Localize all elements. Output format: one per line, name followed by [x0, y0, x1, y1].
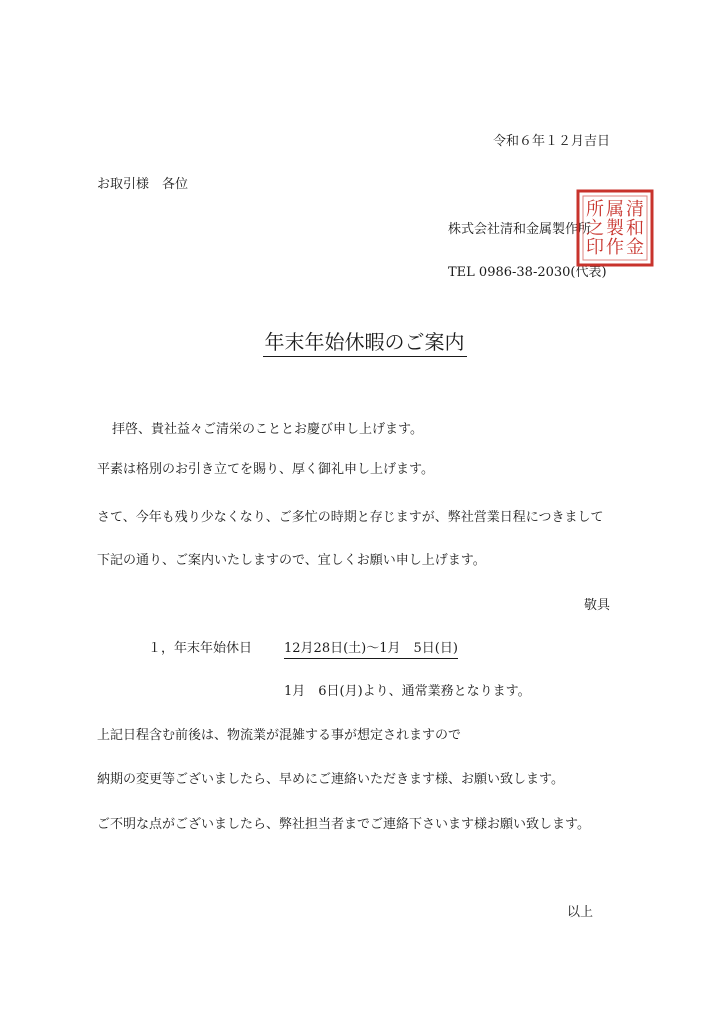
seal-glyph: 所: [586, 199, 604, 220]
holiday-period: 12月28日(土)～1月 5日(日): [284, 641, 458, 659]
seal-glyph: 印: [586, 237, 604, 258]
title-text: 年末年始休暇のご案内: [263, 329, 467, 357]
page-title: [0, 329, 723, 357]
company-name: 株式会社清和金属製作所: [448, 222, 592, 237]
resume-notice: 1月 6日(月)より、通常業務となります。: [284, 684, 531, 699]
document-date: 令和６年１２月吉日: [492, 134, 610, 149]
body-paragraph: 平素は格別のお引き立てを賜り、厚く御礼申し上げます。: [97, 462, 434, 477]
seal-glyph: 作: [606, 237, 624, 258]
seal-glyph: 金: [626, 237, 644, 258]
seal-glyph: 和: [626, 218, 644, 239]
company-seal-icon: [575, 188, 655, 268]
note-line: 納期の変更等ございましたら、早めにご連絡いただきます様、お願い致します。: [97, 772, 564, 787]
body-paragraph: さて、今年も残り少なくなり、ご多忙の時期と存じますが、弊社営業日程につきまして: [97, 510, 604, 525]
seal-glyph: 清: [626, 199, 644, 220]
company-phone: TEL 0986-38-2030(代表): [448, 265, 607, 280]
closing-word: 敬具: [583, 598, 610, 613]
holiday-label: １，年末年始休日: [148, 641, 253, 656]
recipient: お取引様 各位: [97, 177, 189, 192]
note-line: 上記日程含む前後は、物流業が混雑する事が想定されますので: [97, 728, 462, 743]
body-paragraph: 下記の通り、ご案内いたしますので、宜しくお願い申し上げます。: [97, 553, 486, 568]
seal-glyph: 之: [586, 218, 604, 239]
end-mark: 以上: [566, 905, 593, 920]
seal-glyph: 属: [606, 199, 624, 220]
seal-glyph: 製: [606, 218, 624, 239]
body-paragraph: 拝啓、貴社益々ご清栄のこととお慶び申し上げます。: [112, 422, 423, 437]
note-line: ご不明な点がございましたら、弊社担当者までご連絡下さいます様お願い致します。: [97, 817, 590, 832]
